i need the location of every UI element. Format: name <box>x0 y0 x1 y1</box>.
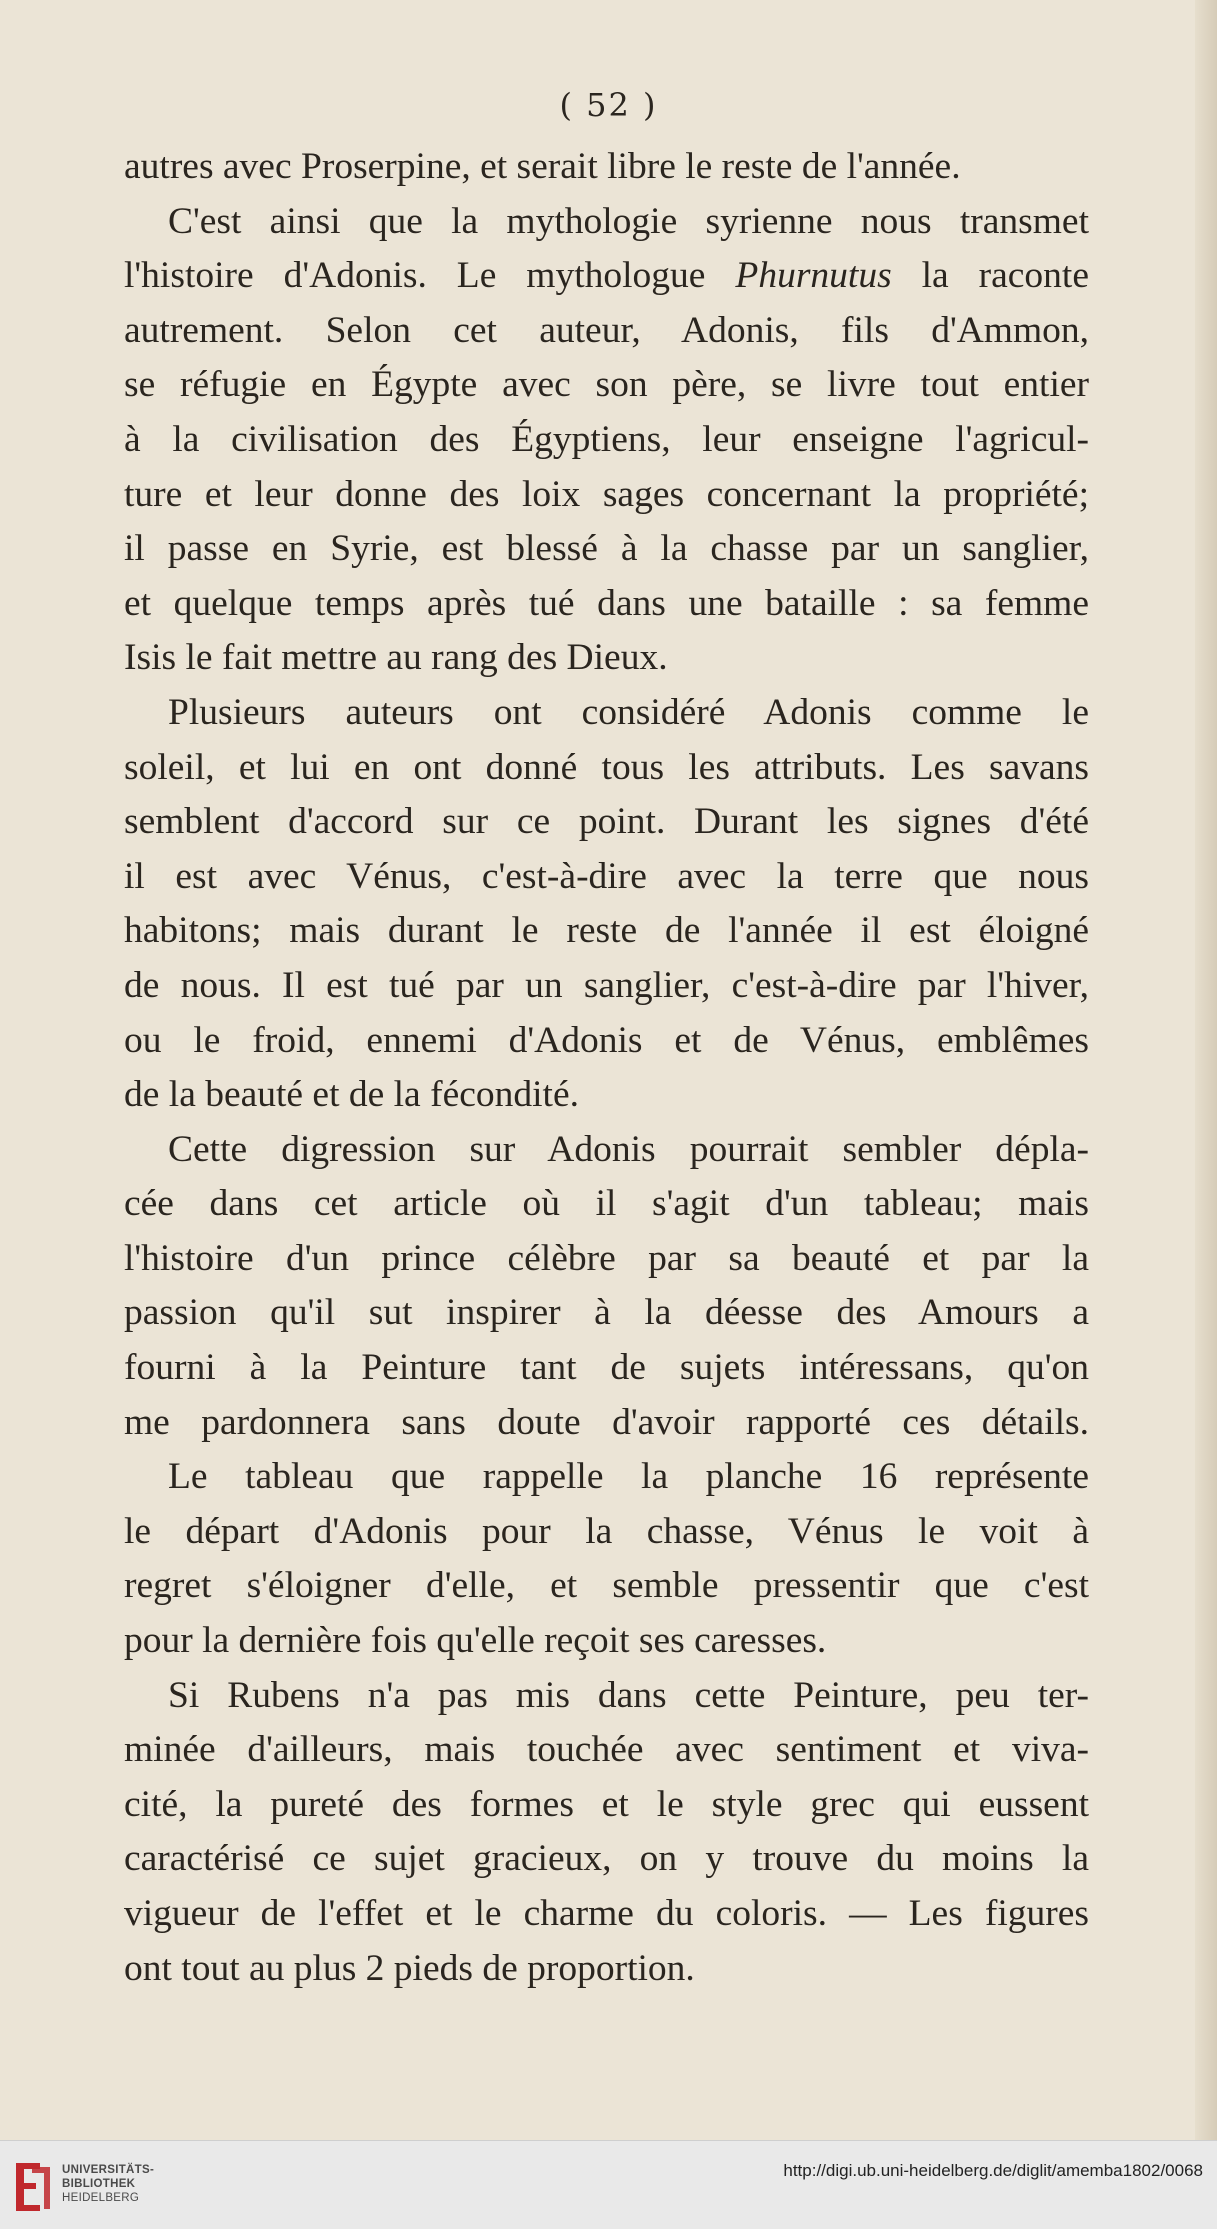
text-line: ture et leur donne des loix sages concernant la propriété; <box>124 473 1089 515</box>
text-line: Plusieurs auteurs ont considéré Adonis comme le <box>168 691 1089 733</box>
text-line: minée d'ailleurs, mais touchée avec sentiment et viva- <box>124 1729 1089 1771</box>
library-name-line2: BIBLIOTHEK <box>62 2178 136 2190</box>
text-line: semblent d'accord sur ce point. Durant les signes d'été <box>124 801 1089 843</box>
library-name-line3: HEIDELBERG <box>62 2192 140 2204</box>
text-line: autrement. Selon cet auteur, Adonis, fils d'Ammon, <box>124 309 1089 351</box>
text-line: ou le froid, ennemi d'Adonis et de Vénus, emblêmes <box>124 1019 1089 1061</box>
library-name-line1: UNIVERSITÄTS- <box>62 2164 155 2176</box>
text-line: cée dans cet article où il s'agit d'un tableau; mais <box>124 1183 1089 1225</box>
text-line: soleil, et lui en ont donné tous les attributs. Les savans <box>124 746 1089 788</box>
library-name <box>62 2163 154 2205</box>
university-library-logo-icon <box>10 2157 54 2215</box>
text-line: cité, la pureté des formes et le style grec qui eussent <box>124 1783 1089 1825</box>
text-line: fourni à la Peinture tant de sujets intéressans, qu'on <box>124 1347 1089 1389</box>
text-line: à la civilisation des Égyptiens, leur enseigne l'agricul- <box>124 418 1089 460</box>
text-line: ont tout au plus 2 pieds de proportion. <box>124 1947 695 1989</box>
text-line: me pardonnera sans doute d'avoir rapporté ces détails. <box>124 1401 1089 1443</box>
text-line: de nous. Il est tué par un sanglier, c'est-à-dire par l'hiver, <box>124 964 1089 1006</box>
viewer-footer <box>0 2140 1217 2229</box>
text-line: pour la dernière fois qu'elle reçoit ses caresses. <box>124 1620 827 1662</box>
text-segment: l'histoire d'Adonis. Le mythologue <box>124 255 736 297</box>
text-line: Isis le fait mettre au rang des Dieux. <box>124 637 668 679</box>
text-line <box>124 249 1089 304</box>
text-line: il passe en Syrie, est blessé à la chasse par un sanglier, <box>124 528 1089 570</box>
page-number: ( 52 ) <box>559 86 658 124</box>
text-line: le départ d'Adonis pour la chasse, Vénus le voit à <box>124 1510 1089 1552</box>
text-line: passion qu'il sut inspirer à la déesse des Amours a <box>124 1292 1089 1334</box>
text-segment: la raconte <box>891 255 1089 297</box>
text-line: caractérisé ce sujet gracieux, on y trouve du moins la <box>124 1838 1089 1880</box>
text-line: habitons; mais durant le reste de l'année il est éloigné <box>124 910 1089 952</box>
text-line: vigueur de l'effet et le charme du coloris. — Les figures <box>124 1893 1089 1934</box>
text-line: de la beauté et de la fécondité. <box>124 1074 579 1116</box>
text-line: se réfugie en Égypte avec son père, se livre tout entier <box>124 364 1089 406</box>
text-line: autres avec Proserpine, et serait libre le reste de l'année. <box>124 146 961 187</box>
text-line: Cette digression sur Adonis pourrait sembler dépla- <box>168 1128 1089 1170</box>
text-line: C'est ainsi que la mythologie syrienne nous transmet <box>168 200 1089 242</box>
text-line: l'histoire d'un prince célèbre par sa beauté et par la <box>124 1237 1089 1279</box>
text-line: regret s'éloigner d'elle, et semble pressentir que c'est <box>124 1565 1089 1607</box>
text-line: et quelque temps après tué dans une bataille : sa femme <box>124 582 1089 624</box>
permalink-url[interactable]: http://digi.ub.uni-heidelberg.de/diglit/amemba1802/0068 <box>783 2161 1203 2180</box>
italic-name: Phurnutus <box>735 255 892 297</box>
text-line: Le tableau que rappelle la planche 16 représente <box>168 1456 1089 1498</box>
page-text <box>124 140 1089 1996</box>
text-line: il est avec Vénus, c'est-à-dire avec la terre que nous <box>124 855 1089 897</box>
page-edge <box>1195 0 1217 2140</box>
text-line: Si Rubens n'a pas mis dans cette Peinture, peu ter- <box>168 1674 1089 1716</box>
